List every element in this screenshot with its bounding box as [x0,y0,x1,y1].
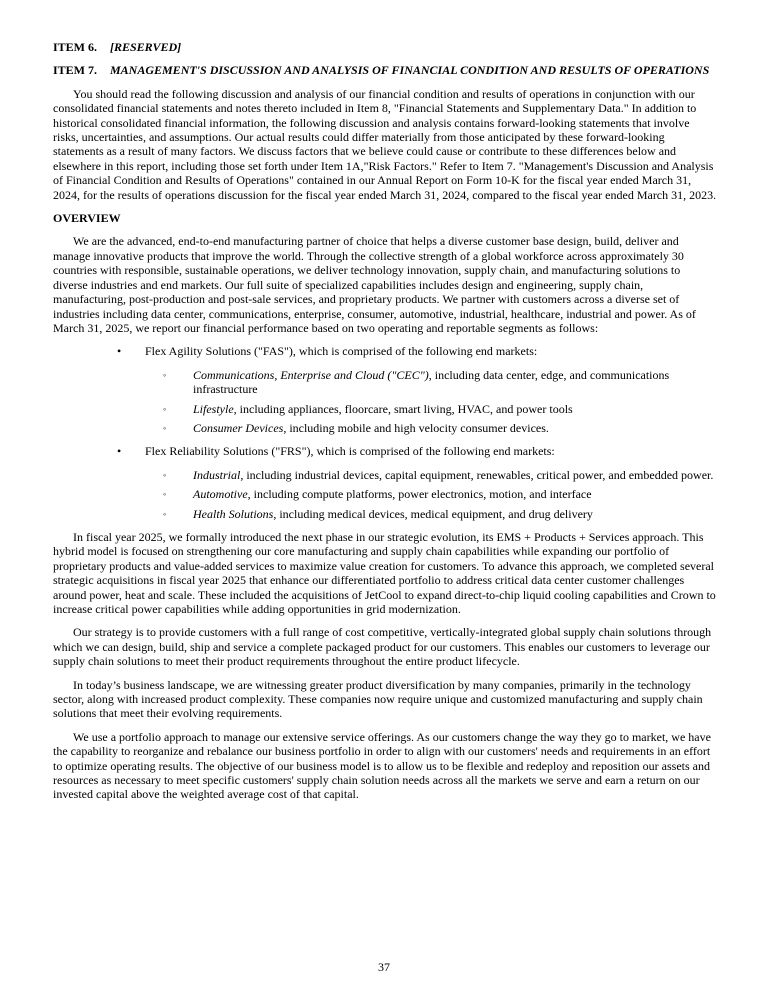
market-item: ◦ Consumer Devices, including mobile and high velocity consumer devices. [163,420,549,435]
market-item: ◦ Industrial, including industrial devices, capital equipment, renewables, critical power, and embedded power. [163,467,714,482]
segment-item-frs: • Flex Reliability Solutions ("FRS"), which is comprised of the following end markets: [117,444,555,459]
overview-paragraph-2: In fiscal year 2025, we formally introduced the next phase in our strategic evolution, its EMS + Products + Services approach. This hybrid model is focused on strengthening our core manufacturing and supply chain capabilities while expanding our portfolio of proprietary products and value-added services to maximize value creation for customers. To advance this approach, we completed several strategic acquisitions in fiscal year 2025 that enhance our differentiated portfolio to address critical data center customer challenges around power, heat and scale. These included the acquisitions of JetCool to expand direct-to-chip liquid cooling capabilities and Crown to increase critical power capabilities while adding opportunities in grid modernization. [53,529,716,616]
bullet-icon: • [117,344,122,359]
circle-bullet-icon: ◦ [163,369,167,380]
item7-heading: ITEM 7. MANAGEMENT'S DISCUSSION AND ANALYSIS OF FINANCIAL CONDITION AND RESULTS OF OPERATIONS [53,63,710,78]
segment-item-fas: • Flex Agility Solutions ("FAS"), which is comprised of the following end markets: [117,344,538,359]
market-item: ◦ Automotive, including compute platforms, power electronics, motion, and interface [163,487,592,502]
circle-bullet-icon: ◦ [163,403,167,414]
page-number: 37 [378,960,390,974]
item6-heading: ITEM 6. [RESERVED] [53,40,182,54]
overview-paragraph-3: Our strategy is to provide customers with a full range of cost competitive, vertically-integrated global supply chain solutions through which we can design, build, ship and service a complete packaged product for our customers. This enables our customers to leverage our supply chain solutions to meet their product requirements throughout the entire product lifecycle. [53,625,712,669]
overview-paragraph-1: We are the advanced, end-to-end manufacturing partner of choice that helps a diverse customer base design, build, deliver and manage innovative products that improve the world. Through the collective strength of a global workforce across approximately 30 countries with responsible, sustainable operations, we deliver technology innovation, supply chain, and manufacturing solutions to diverse industries and end markets. Our full suite of specialized capabilities includes design and engineering, supply chain, manufacturing, post-production and post-sale services, and proprietary products. We partner with customers across a diverse set of industries including data center, communications, enterprise, consumer, automotive, industrial, healthcare, industrial and power. As of March 31, 2025, we report our financial performance based on two operating and reportable segments as follows: [53,234,696,335]
overview-heading: OVERVIEW [53,211,121,226]
circle-bullet-icon: ◦ [163,469,167,480]
segment-list [53,344,717,521]
market-item: ◦ Health Solutions, including medical devices, medical equipment, and drug delivery [163,506,593,521]
bullet-icon: • [117,444,122,459]
circle-bullet-icon: ◦ [163,508,167,519]
document-page [53,40,717,811]
overview-paragraph-4: In today’s business landscape, we are witnessing greater product diversification by many companies, primarily in the technology sector, along with increased product complexity. These companies now require unique and customized manufacturing and supply chain solutions that meet their evolving requirements. [53,677,703,721]
circle-bullet-icon: ◦ [163,422,167,433]
market-item: ◦ Lifestyle, including appliances, floorcare, smart living, HVAC, and power tools [163,401,573,416]
circle-bullet-icon: ◦ [163,489,167,500]
intro-paragraph: You should read the following discussion and analysis of our financial condition and results of operations in conjunction with our consolidated financial statements and notes thereto included in Item 8, "Financial Statements and Supplementary Data." In addition to historical consolidated financial information, the following discussion and analysis contains forward-looking statements that involve risks, uncertainties, and assumptions. Our actual results could differ materially from those anticipated by these forward-looking statements as a result of many factors. We discuss factors that we believe could cause or contribute to these differences below and elsewhere in this report, including those set forth under Item 1A,"Risk Factors." Refer to Item 7. "Management's Discussion and Analysis of Financial Condition and Results of Operations" contained in our Annual Report on Form 10-K for the fiscal year ended March 31, 2024, for the results of operations discussion for the fiscal year ended March 31, 2024, compared to the fiscal year ended March 31, 2023. [53,86,717,202]
market-item: ◦ Communications, Enterprise and Cloud ("CEC"), including data center, edge, and communications infrastructure [163,367,670,397]
overview-paragraph-5: We use a portfolio approach to manage our extensive service offerings. As our customers change the way they go to market, we have the capability to reorganize and rebalance our business portfolio in order to align with our customers' needs and requirements in an effort to optimize operating results. The objective of our business model is to allow us to be flexible and redeploy and reposition our assets and resources as necessary to meet specific customers' supply chain solution needs across all the markets we serve and earn a return on our invested capital above the weighted average cost of that capital. [53,729,711,802]
